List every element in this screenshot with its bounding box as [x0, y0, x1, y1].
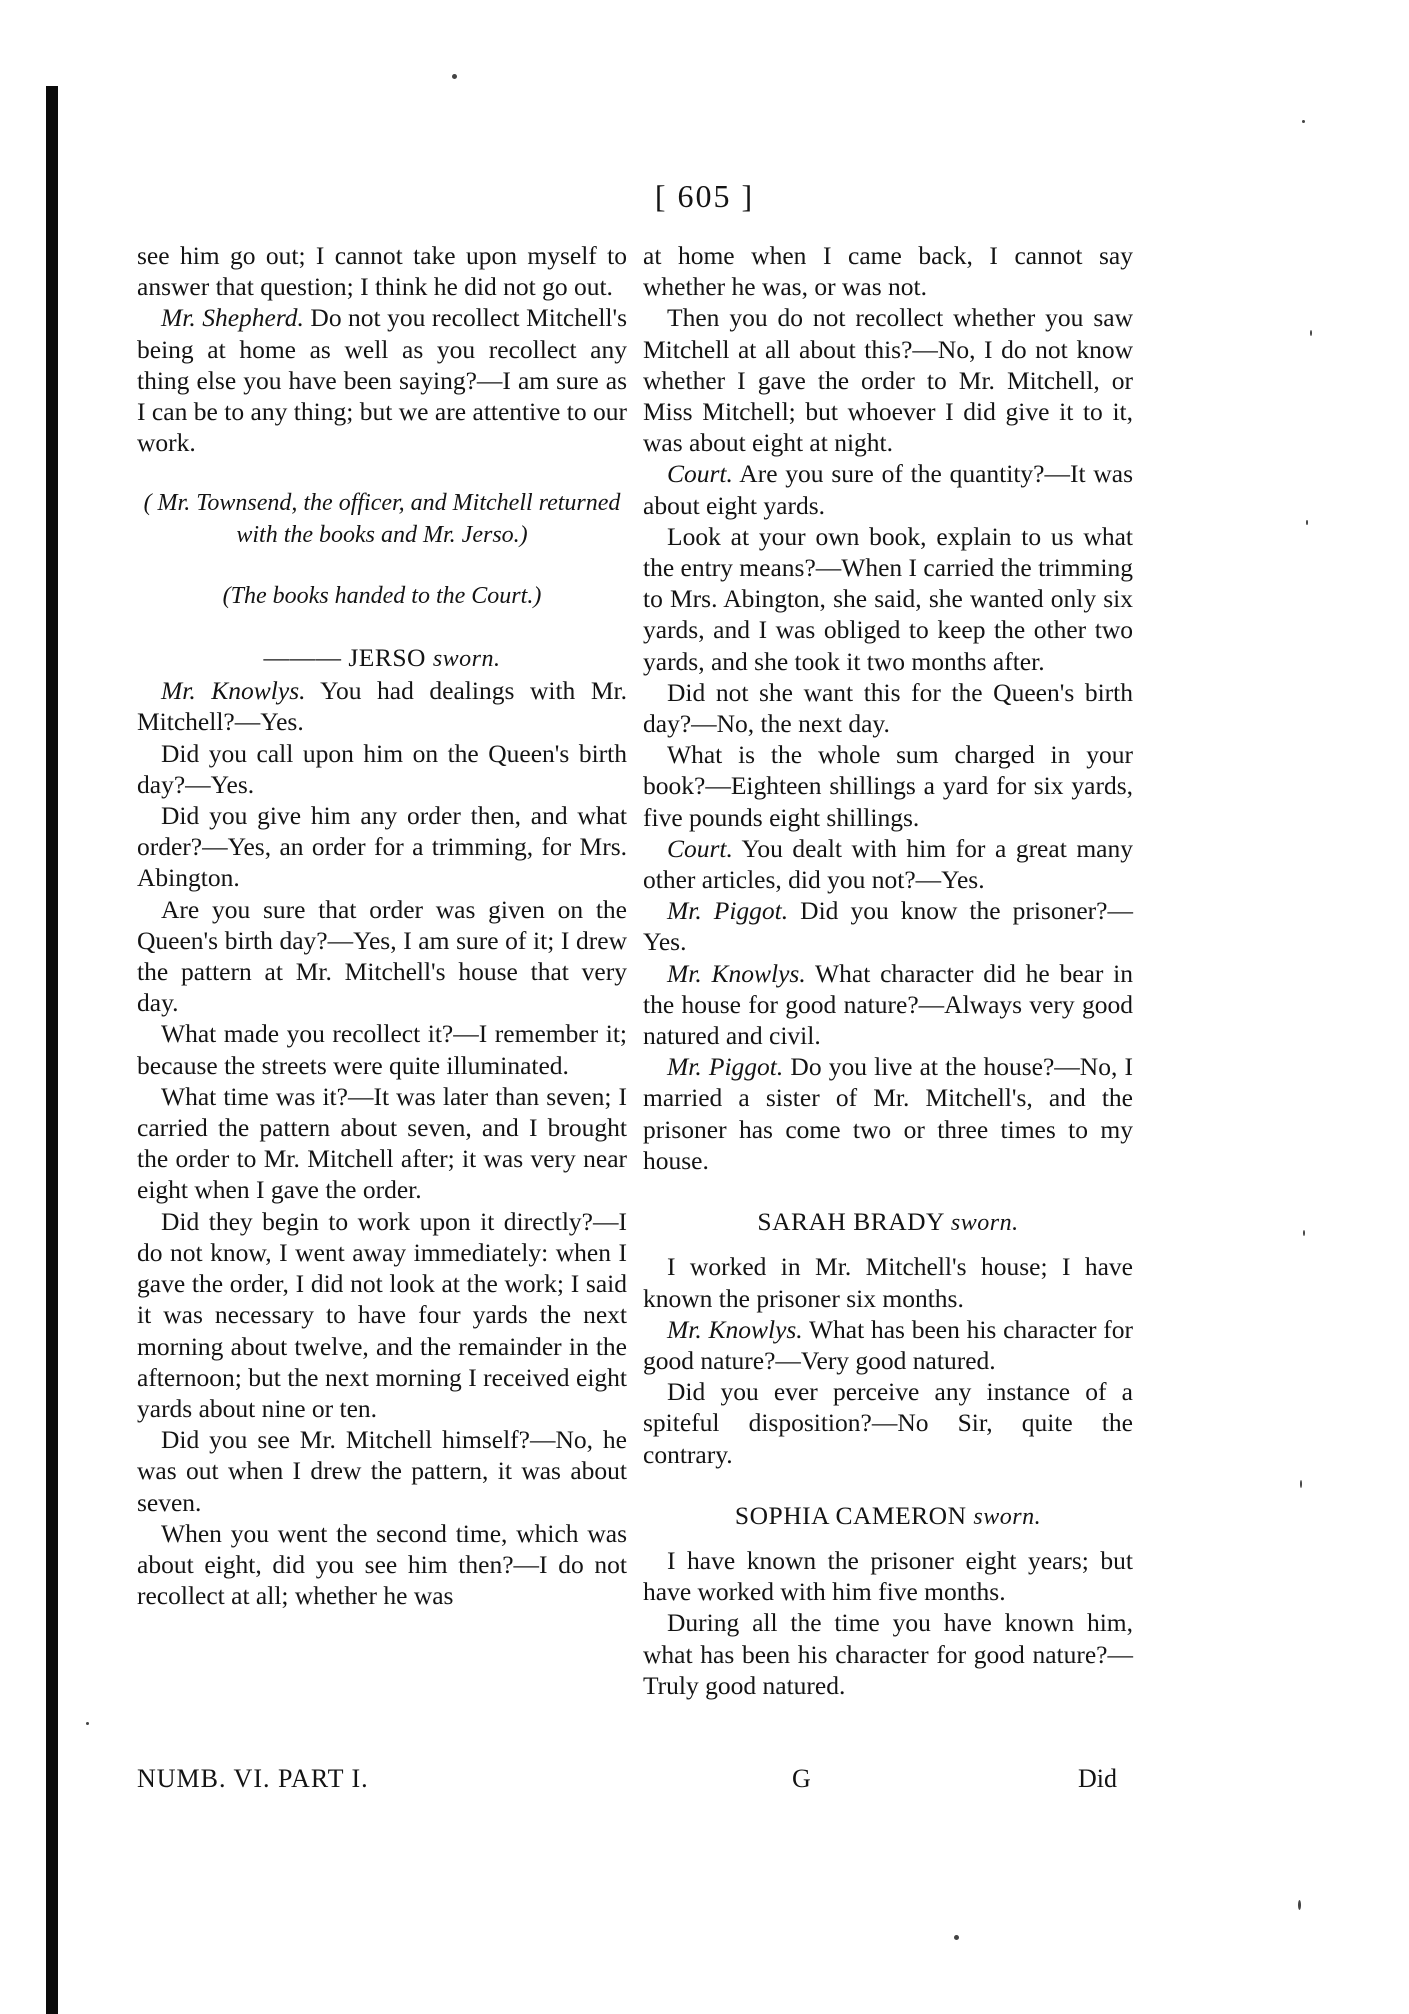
- paragraph-text: Did you call upon him on the Queen's birth day?—Yes.: [137, 738, 627, 799]
- testimony-paragraph: [643, 1251, 1133, 1313]
- witness-name: ——— JERSO: [263, 643, 426, 673]
- page-footer: [137, 1764, 1117, 1798]
- paragraph-text: I worked in Mr. Mitchell's house; I have known the prisoner six months.: [643, 1252, 1133, 1313]
- spacer: [137, 458, 627, 488]
- speaker-name: Mr. Knowlys.: [161, 676, 306, 706]
- paragraph-text: Did they begin to work upon it directly?—I do not know, I went away immediately: when I gave the order, I did not look at the work; I said it was necessary to have four yards the next morning about twelve, and the remainder in the afternoon; but the next morning I received eight yards about nine or ten.: [137, 1206, 627, 1423]
- page-edge-shadow: [46, 86, 58, 2014]
- witness-heading: [643, 1206, 1133, 1239]
- paragraph-text: During all the time you have known him, what has been his character for good nature?—Truly good natured.: [643, 1608, 1133, 1700]
- testimony-paragraph: [137, 800, 627, 894]
- testimony-paragraph: [137, 675, 627, 737]
- paragraph-text: Do you live at the house?—No, I married a sister of Mr. Mitchell's, and the prisoner has come two or three times to my house.: [643, 1052, 1133, 1175]
- right-column: [643, 240, 1133, 1701]
- paragraph-text: at home when I came back, I cannot say whether he was, or was not.: [643, 241, 1133, 302]
- paragraph-text: Did you give him any order then, and what order?—Yes, an order for a trimming, for Mrs. Abington.: [137, 801, 627, 893]
- witness-name: SOPHIA CAMERON: [734, 1500, 967, 1530]
- testimony-paragraph: [643, 1376, 1133, 1470]
- testimony-paragraph: [137, 1518, 627, 1612]
- speaker-name: Mr. Knowlys.: [667, 1314, 803, 1344]
- spacer: [137, 551, 627, 581]
- paragraph-text: What made you recollect it?—I remember it; because the streets were quite illuminated.: [137, 1019, 627, 1080]
- witness-heading: [643, 1500, 1133, 1533]
- paragraph-text: Did you ever perceive any instance of a spiteful disposition?—No Sir, quite the contrary.: [643, 1377, 1133, 1469]
- testimony-paragraph: [137, 1206, 627, 1424]
- paragraph-text: Are you sure that order was given on the Queen's birth day?—Yes, I am sure of it; I drew the pattern at Mr. Mitchell's house that very day.: [137, 894, 627, 1018]
- testimony-paragraph: [643, 958, 1133, 1052]
- speaker-name: Mr. Piggot.: [667, 896, 789, 926]
- paragraph-text: What time was it?—It was later than seven; I carried the pattern about seven, and I brought the order to Mr. Mitchell after; it was very near eight when I gave the order.: [137, 1081, 627, 1205]
- testimony-paragraph: [643, 1607, 1133, 1701]
- speaker-name: Mr. Shepherd.: [161, 303, 304, 333]
- testimony-paragraph: [643, 677, 1133, 739]
- catchword: Did: [1078, 1764, 1117, 1793]
- testimony-paragraph: [137, 1018, 627, 1080]
- paragraph-text: You had dealings with Mr. Mitchell?—Yes.: [137, 676, 627, 737]
- testimony-paragraph: [137, 1081, 627, 1206]
- testimony-paragraph: [137, 240, 627, 302]
- spacer: [643, 1176, 1133, 1206]
- left-column: [137, 240, 627, 1611]
- testimony-paragraph: [643, 521, 1133, 677]
- testimony-paragraph: [643, 895, 1133, 957]
- paragraph-text: Do not you recollect Mitchell's being at home as well as you recollect any thing else you have been saying?—I am sure as I can be to any thing; but we are attentive to our work.: [137, 303, 628, 458]
- stage-direction: (The books handed to the Court.): [222, 582, 542, 609]
- paragraph-text: I have known the prisoner eight years; but have worked with him five months.: [643, 1545, 1133, 1607]
- testimony-paragraph: [643, 833, 1133, 895]
- testimony-paragraph: [137, 738, 627, 800]
- spacer: [643, 1533, 1133, 1545]
- testimony-paragraph: [643, 1314, 1133, 1376]
- testimony-paragraph: [137, 1424, 627, 1518]
- speaker-name: Mr. Knowlys.: [667, 958, 806, 988]
- testimony-paragraph: [137, 302, 627, 458]
- testimony-paragraph: [643, 739, 1133, 833]
- paragraph-text: What character did he bear in the house for good nature?—Always very good natured and civil.: [643, 958, 1133, 1051]
- paragraph-text: What is the whole sum charged in your book?—Eighteen shillings a yard for six yards, five pounds eight shillings.: [643, 740, 1133, 832]
- paragraph-text: Then you do not recollect whether you saw Mitchell at all about this?—No, I do not know whether I gave the order to Mr. Mitchell, or Miss Mitchell; but whoever I did give it to it, was about eight at night.: [643, 303, 1133, 458]
- witness-heading: [137, 642, 627, 675]
- testimony-paragraph: [137, 894, 627, 1019]
- speaker-name: Court.: [667, 459, 733, 489]
- page-number: [ 605 ]: [654, 178, 755, 214]
- speaker-name: Mr. Piggot.: [667, 1052, 784, 1082]
- testimony-paragraph: [643, 458, 1133, 520]
- sworn-label: sworn.: [432, 646, 501, 673]
- sworn-label: sworn.: [973, 1503, 1042, 1530]
- witness-name: SARAH BRADY: [757, 1207, 945, 1237]
- testimony-paragraph: [643, 240, 1133, 302]
- paragraph-text: When you went the second time, which was about eight, did you see him then?—I do not recollect at all; whether he was: [137, 1518, 627, 1611]
- part-label: NUMB. VI. PART I.: [137, 1764, 369, 1793]
- paragraph-text: Did not she want this for the Queen's birth day?—No, the next day.: [643, 677, 1133, 739]
- paragraph-text: Did you know the prisoner?—Yes.: [643, 896, 1133, 957]
- sworn-label: sworn.: [950, 1210, 1019, 1237]
- testimony-paragraph: [643, 302, 1133, 458]
- paragraph-text: see him go out; I cannot take upon myself to answer that question; I think he did not go out.: [137, 241, 627, 302]
- signature-mark: G: [792, 1764, 811, 1793]
- spacer: [643, 1239, 1133, 1251]
- stage-direction: ( Mr. Townsend, the officer, and Mitchell returned with the books and Mr. Jerso.): [143, 490, 621, 548]
- paragraph-text: You dealt with him for a great many other articles, did you not?—Yes.: [643, 833, 1133, 895]
- paragraph-text: Are you sure of the quantity?—It was about eight yards.: [643, 459, 1133, 520]
- spacer: [137, 612, 627, 642]
- testimony-paragraph: [643, 1545, 1133, 1607]
- paragraph-text: Look at your own book, explain to us what the entry means?—When I carried the trimming to Mrs. Abington, she said, she wanted only six yards, and I was obliged to keep the other two yards, and she took it two months after.: [643, 521, 1133, 676]
- paragraph-text: What has been his character for good nature?—Very good natured.: [643, 1314, 1133, 1375]
- speaker-name: Court.: [667, 833, 733, 863]
- testimony-paragraph: [643, 1051, 1133, 1176]
- paragraph-text: Did you see Mr. Mitchell himself?—No, he was out when I drew the pattern, it was about seven.: [137, 1425, 627, 1517]
- spacer: [643, 1470, 1133, 1500]
